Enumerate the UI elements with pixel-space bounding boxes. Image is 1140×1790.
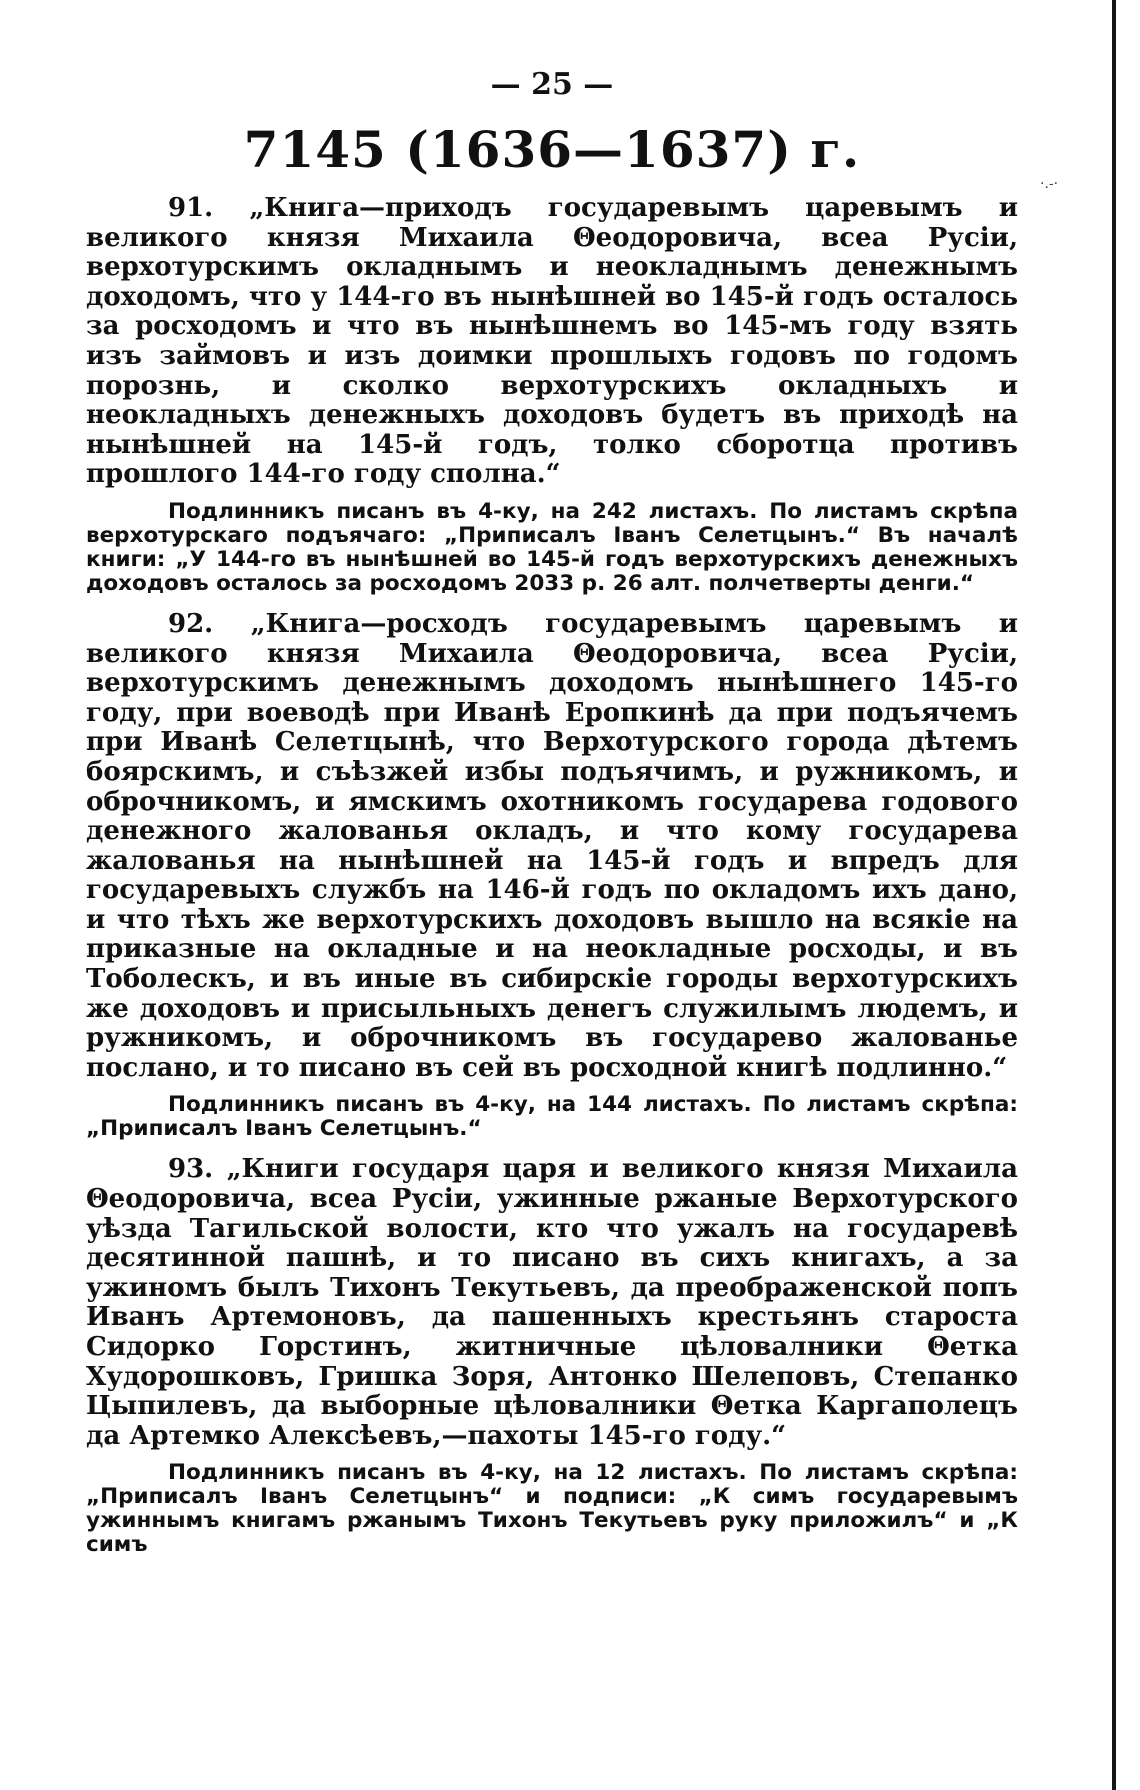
entry-body: „Книги государя царя и великого князя Михаила Θеодоровича, всеа Русіи, ужинные ржаные Верхотурского уѣзда Тагильской волости, кто что ужалъ на государевѣ десятинной пашнѣ, и то писано въ сихъ книгахъ, а за ужиномъ былъ Тихонъ Текутьевъ, да преображенской попъ Иванъ Артемоновъ, да пашенныхъ крестьянъ староста Сидорко Горстинъ, житничные цѣловалники Θетка Худорошковъ, Гришка Зоря, Антонко Шелеповъ, Степанко Цыпилевъ, да выборные цѣловалники Θетка Каргаполецъ да Артемко Алексѣевъ,—пахоты 145-го году.“ — [86, 1154, 1018, 1451]
entry-92-text — [86, 610, 1018, 1084]
year-heading: 7145 (1636—1637) г. — [243, 120, 861, 179]
entry-number: 93. — [168, 1154, 214, 1185]
entry-93-text — [86, 1155, 1018, 1451]
page-edge-line — [1112, 0, 1116, 1790]
entry-93-note: Подлинникъ писанъ въ 4-ку, на 12 листахъ. По листамъ скрѣпа: „Приписалъ Іванъ Селетцынъ“ и подписи: „К симъ государевымъ ужиннымъ книгамъ ржанымъ Тихонъ Текутьевъ руку приложилъ“ и „К симъ — [86, 1460, 1018, 1558]
entry-91-text — [86, 194, 1018, 490]
entry-number: 91. — [168, 193, 214, 223]
document-page — [86, 64, 1018, 1571]
page-number: — 25 — — [490, 67, 614, 102]
entry-91-note: Подлинникъ писанъ въ 4-ку, на 242 листахъ. По листамъ скрѣпа верхотурскаго подъячаго: „Приписалъ Іванъ Селетцынъ.“ Въ началѣ книги: „У 144-го въ нынѣшней во 145-й годъ верхотурскихъ денежныхъ доходовъ осталось за росходомъ 2033 р. 26 алт. полчетверты денги.“ — [86, 498, 1018, 596]
entry-number: 92. — [168, 608, 214, 639]
entry-92 — [86, 610, 1018, 1142]
entry-92-note: Подлинникъ писанъ въ 4-ку, на 144 листахъ. По листамъ скрѣпа: „Приписалъ Іванъ Селетцынъ.“ — [86, 1092, 1018, 1142]
entry-93 — [86, 1155, 1018, 1557]
entry-body: „Книга—росходъ государевымъ царевымъ и великого князя Михаила Θеодоровича, всеа Русіи, верхотурскимъ денежнымъ доходомъ нынѣшнего 145-го году, при воеводѣ при Иванѣ Еропкинѣ да при подъячемъ при Иванѣ Селетцынѣ, что Верхотурского города дѣтемъ боярскимъ, и съѣзжей избы подъячимъ, и ружникомъ, и оброчникомъ, и ямскимъ охотникомъ государева годового денежного жалованья окладъ, и что кому государева жалованья на нынѣшней на 145-й годъ и впредъ для государевыхъ службъ на 146-й годъ по окладомъ ихъ дано, и что тѣхъ же верхотурскихъ доходовъ вышло на всякіе на приказные на окладные и на неокладные росходы, и въ Тоболескъ, и въ иные въ сибирскіе городы верхотурскихъ же доходовъ и присыльныхъ денегъ служилымъ людемъ, и ружникомъ, и оброчникомъ въ государево жалованье послано, и то писано въ сей въ росходной книгѣ подлинно.“ — [86, 608, 1018, 1083]
stray-mark: ·.-· — [1040, 176, 1059, 192]
entry-91 — [86, 194, 1018, 596]
entry-body: „Книга—приходъ государевымъ царевымъ и великого князя Михаила Θеодоровича, всеа Русіи, верхотурскимъ окладнымъ и неокладнымъ денежнымъ доходомъ, что у 144-го въ нынѣшней во 145-й годъ осталось за росходомъ и что въ нынѣшнемъ во 145-мъ году взять изъ займовъ и изъ доимки прошлыхъ годовъ по годомъ порознь, и сколко верхотурскихъ окладныхъ и неокладныхъ денежныхъ доходовъ будетъ въ приходѣ на нынѣшней на 145-й годъ, толко сборотца противъ прошлого 144-го году сполна.“ — [86, 193, 1018, 490]
